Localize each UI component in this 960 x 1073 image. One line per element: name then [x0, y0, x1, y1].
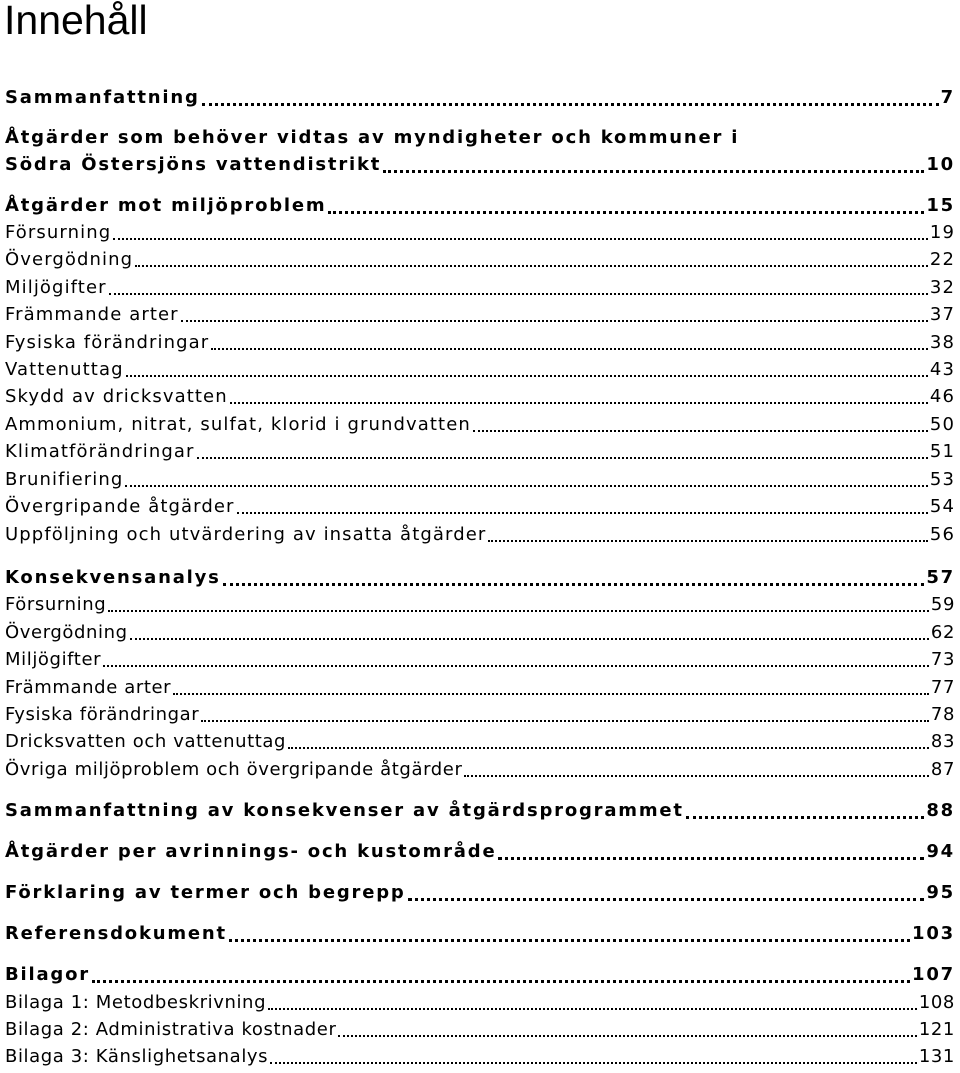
toc-entry-overgripande-atgarder[interactable] [5, 494, 955, 520]
toc-entry-overgodning[interactable] [5, 247, 955, 273]
toc-entry-konsekvensanalys[interactable] [5, 565, 955, 591]
toc-page-number: 22 [929, 249, 955, 270]
toc-entry-referensdokument[interactable] [5, 921, 955, 947]
toc-entry-atgarder-miljoproblem[interactable] [5, 193, 955, 219]
dot-leader [270, 1044, 917, 1070]
toc-page-number: 121 [918, 1019, 955, 1040]
toc-entry-ammonium-grundvatten[interactable] [5, 412, 955, 438]
toc-entry-label: Dricksvatten och vattenuttag [5, 731, 287, 752]
toc-entry-konsekvens-frammande-arter[interactable] [5, 675, 955, 701]
page-title: Innehåll [4, 0, 148, 43]
toc-entry-label: Fysiska förändringar [5, 704, 200, 725]
toc-entry-label: Bilaga 1: Metodbeskrivning [5, 992, 267, 1013]
toc-page-number: 88 [926, 800, 955, 821]
toc-entry-label: Sammanfattning av konsekvenser av åtgärdsprogrammet [5, 800, 684, 821]
toc-entry-label: Försurning [5, 594, 107, 615]
toc-entry-label: Referensdokument [5, 923, 227, 944]
dot-leader [686, 798, 925, 824]
dot-leader [464, 757, 928, 783]
dot-leader [201, 702, 929, 728]
toc-entry-label: Brunifiering [5, 469, 124, 490]
toc-page-number: 57 [926, 567, 955, 588]
toc-entry-atgarder-per-avrinningsomrade[interactable] [5, 839, 955, 865]
toc-page-number: 51 [929, 441, 955, 462]
toc-entry-label: Bilaga 3: Känslighetsanalys [5, 1046, 269, 1067]
toc-page-number: 56 [929, 524, 955, 545]
dot-leader [202, 85, 939, 111]
toc-entry-konsekvens-forsurning[interactable] [5, 592, 955, 618]
toc-entry-konsekvens-overgodning[interactable] [5, 620, 955, 646]
dot-leader [92, 962, 910, 988]
toc-entry-atgarder-myndigheter[interactable] [5, 152, 955, 178]
toc-entry-label: Klimatförändringar [5, 441, 195, 462]
dot-leader [288, 729, 929, 755]
toc-page-number: 10 [926, 154, 955, 175]
toc-page-number: 103 [912, 923, 955, 944]
dot-leader [181, 302, 928, 328]
toc-entry-label: Konsekvensanalys [5, 567, 221, 588]
toc-page-number: 108 [918, 992, 955, 1013]
toc-page-number: 78 [930, 704, 955, 725]
toc-entry-label: Skydd av dricksvatten [5, 386, 228, 407]
dot-leader [173, 675, 929, 701]
toc-page-number: 46 [929, 386, 955, 407]
toc-entry-konsekvens-miljogifter[interactable] [5, 647, 955, 673]
toc-page-number: 19 [929, 222, 955, 243]
toc-entry-sammanfattning[interactable] [5, 85, 955, 111]
toc-entry-label: Åtgärder mot miljöproblem [5, 195, 327, 216]
toc-entry-label: Försurning [5, 222, 112, 243]
toc-entry-label: Främmande arter [5, 677, 172, 698]
toc-entry-brunifiering[interactable] [5, 467, 955, 493]
dot-leader [113, 220, 928, 246]
dot-leader [108, 592, 929, 618]
dot-leader [498, 839, 924, 865]
toc-entry-bilagor[interactable] [5, 962, 955, 988]
toc-entry-bilaga-2[interactable] [5, 1017, 955, 1043]
toc-page-number: 73 [930, 649, 955, 670]
dot-leader [488, 522, 928, 548]
toc-page-number: 83 [930, 731, 955, 752]
dot-leader [383, 152, 924, 178]
toc-entry-label-continued: Södra Östersjöns vattendistrikt [5, 154, 382, 175]
dot-leader [109, 275, 928, 301]
toc-entry-forsurning[interactable] [5, 220, 955, 246]
toc-entry-label: Ammonium, nitrat, sulfat, klorid i grundvatten [5, 414, 471, 435]
toc-entry-bilaga-3[interactable] [5, 1044, 955, 1070]
toc-entry-forklaring-termer[interactable] [5, 880, 955, 906]
toc-entry-fysiska-forandringar[interactable] [5, 330, 955, 356]
toc-page-number: 38 [929, 332, 955, 353]
dot-leader [126, 357, 928, 383]
toc-entry-miljogifter[interactable] [5, 275, 955, 301]
dot-leader [229, 921, 910, 947]
dot-leader [328, 193, 924, 219]
toc-page-number: 62 [930, 622, 955, 643]
toc-page-number: 43 [929, 359, 955, 380]
dot-leader [408, 880, 925, 906]
dot-leader [103, 647, 929, 673]
toc-entry-label: Åtgärder som behöver vidtas av myndigheter och kommuner i [5, 127, 740, 148]
toc-entry-ovriga-miljoproblem[interactable] [5, 757, 955, 783]
toc-page-number: 32 [929, 277, 955, 298]
toc-entry-dricksvatten-vattenuttag[interactable] [5, 729, 955, 755]
toc-page-number: 77 [930, 677, 955, 698]
toc-entry-label: Övriga miljöproblem och övergripande åtgärder [5, 759, 463, 780]
toc-entry-label: Fysiska förändringar [5, 332, 210, 353]
toc-page-number: 131 [918, 1046, 955, 1067]
toc-entry-skydd-av-dricksvatten[interactable] [5, 384, 955, 410]
toc-entry-label: Förklaring av termer och begrepp [5, 882, 406, 903]
toc-page-number: 7 [940, 87, 955, 108]
dot-leader [197, 439, 928, 465]
dot-leader [473, 412, 928, 438]
toc-entry-sammanfattning-konsekvenser[interactable] [5, 798, 955, 824]
toc-entry-label: Sammanfattning [5, 87, 200, 108]
toc-page-number: 95 [926, 882, 955, 903]
toc-entry-konsekvens-fysiska-forandringar[interactable] [5, 702, 955, 728]
toc-entry-label: Bilaga 2: Administrativa kostnader [5, 1019, 337, 1040]
toc-entry-klimatforandringar[interactable] [5, 439, 955, 465]
toc-page-number: 53 [929, 469, 955, 490]
toc-entry-label: Övergripande åtgärder [5, 496, 235, 517]
toc-entry-label: Vattenuttag [5, 359, 124, 380]
dot-leader [130, 620, 929, 646]
dot-leader [230, 384, 928, 410]
toc-page-number: 87 [930, 759, 955, 780]
dot-leader [211, 330, 928, 356]
toc-entry-frammande-arter[interactable] [5, 302, 955, 328]
toc-page-number: 59 [930, 594, 955, 615]
toc-entry-uppfoljning[interactable] [5, 522, 955, 548]
toc-entry-label: Övergödning [5, 622, 128, 643]
toc-entry-label: Miljögifter [5, 277, 107, 298]
dot-leader [135, 247, 928, 273]
toc-page-number: 94 [926, 841, 955, 862]
toc-entry-bilaga-1[interactable] [5, 990, 955, 1016]
toc-entry-atgarder-myndigheter-line1[interactable] [5, 125, 955, 151]
toc-page-number: 54 [929, 496, 955, 517]
toc-page-number: 50 [929, 414, 955, 435]
toc-entry-label: Bilagor [5, 964, 90, 985]
dot-leader [338, 1017, 916, 1043]
toc-page-number: 15 [926, 195, 955, 216]
dot-leader [223, 565, 925, 591]
toc-entry-label: Uppföljning och utvärdering av insatta åtgärder [5, 524, 487, 545]
toc-entry-vattenuttag[interactable] [5, 357, 955, 383]
dot-leader [237, 494, 928, 520]
toc-page-number: 37 [929, 304, 955, 325]
toc-page-number: 107 [912, 964, 955, 985]
toc-entry-label: Åtgärder per avrinnings- och kustområde [5, 841, 497, 862]
toc-entry-label: Främmande arter [5, 304, 179, 325]
dot-leader [268, 990, 917, 1016]
toc-entry-label: Övergödning [5, 249, 134, 270]
dot-leader [125, 467, 927, 493]
toc-entry-label: Miljögifter [5, 649, 102, 670]
